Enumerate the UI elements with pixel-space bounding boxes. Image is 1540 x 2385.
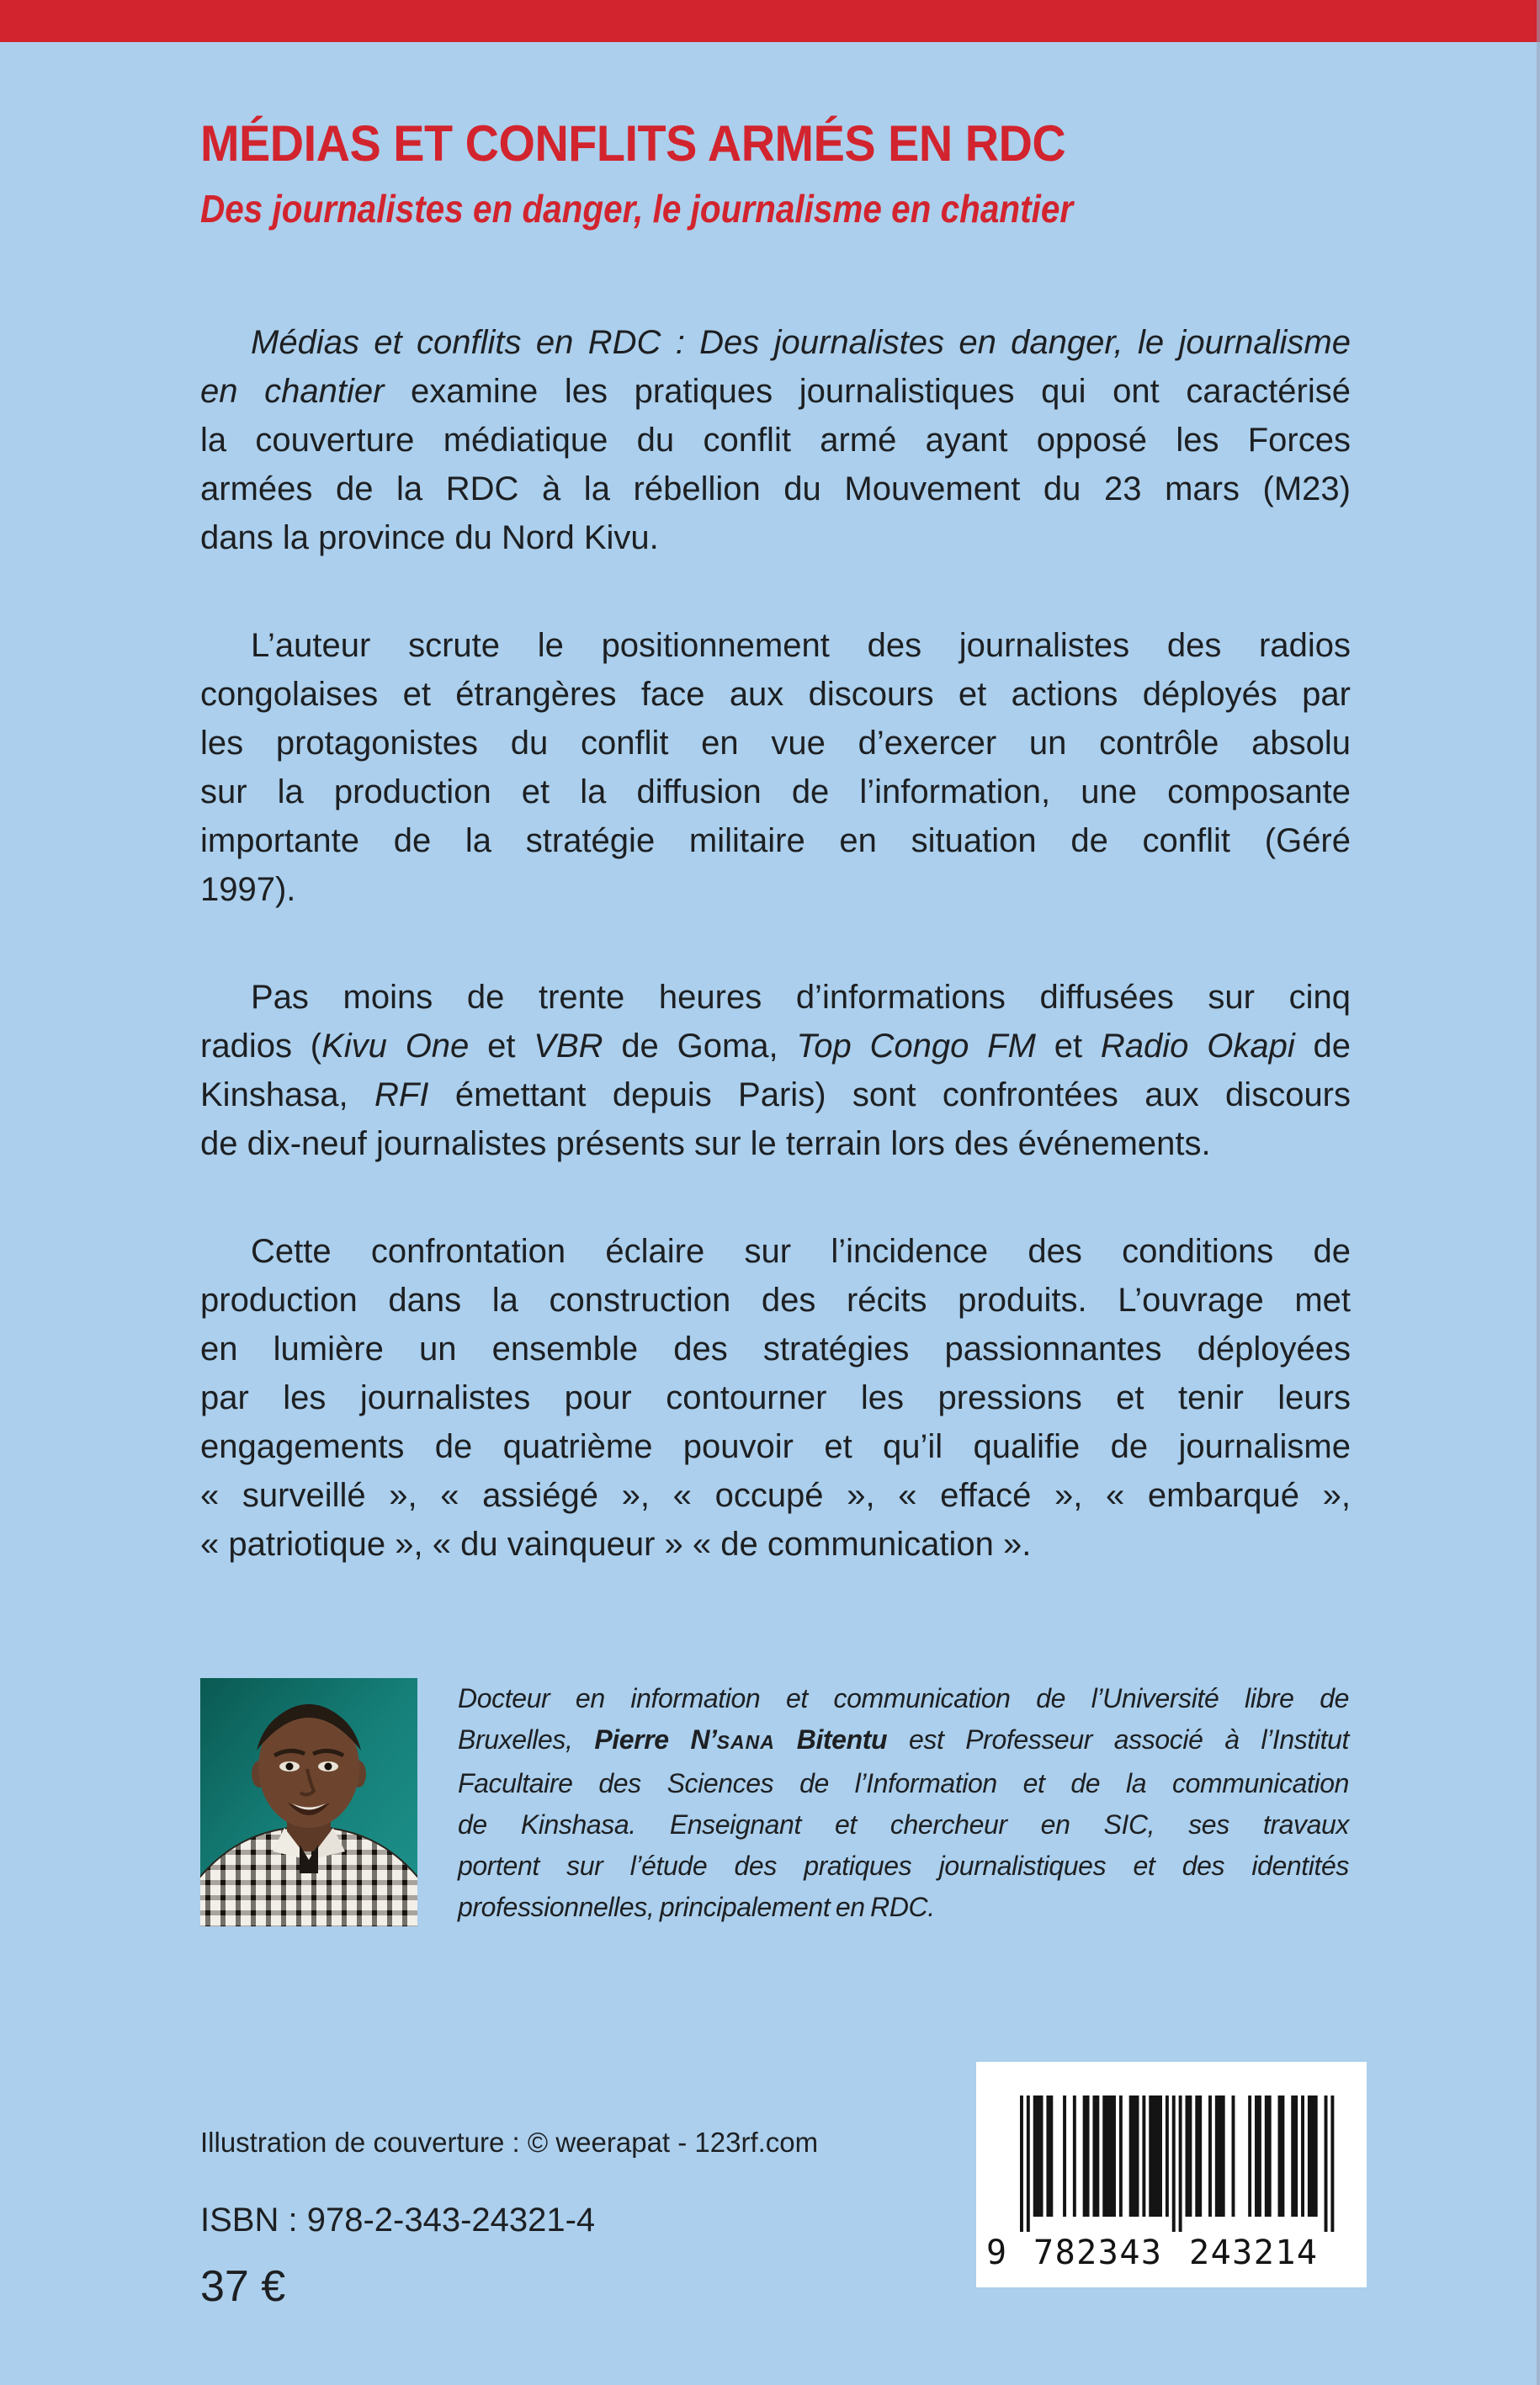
synopsis-paragraph-4	[200, 1227, 1351, 1569]
text-line: en chantier examine les pratiques journalistiques qui ont caractérisé	[200, 373, 1351, 410]
text-line: engagements de quatrième pouvoir et qu’il qualifie de journalisme	[200, 1428, 1351, 1465]
barcode	[976, 2062, 1367, 2287]
top-red-band	[0, 0, 1540, 42]
text-line: 1997).	[200, 871, 296, 908]
text-line: armées de la RDC à la rébellion du Mouvement du 23 mars (M23)	[200, 470, 1351, 507]
text-line: dans la province du Nord Kivu.	[200, 519, 659, 556]
text-line: la couverture médiatique du conflit armé ayant opposé les Forces	[200, 422, 1351, 459]
cover-illustration-credit: Illustration de couverture : © weerapat - 123rf.com	[200, 2127, 819, 2158]
text-line: professionnelles, principalement en RDC.	[458, 1892, 935, 1922]
text-line: Bruxelles, Pierre N’SANA Bitentu est Professeur associé à l’Institut	[458, 1724, 1349, 1755]
text-line: Kinshasa, RFI émettant depuis Paris) sont confrontées aux discours	[200, 1076, 1351, 1113]
text-line: Docteur en information et communication de l’Université libre de	[458, 1683, 1349, 1713]
cover-content	[200, 42, 1351, 2312]
text-line: « patriotique », « du vainqueur » « de communication ».	[200, 1526, 1032, 1563]
text-line: Facultaire des Sciences de l’Information et de la communication	[458, 1768, 1349, 1798]
text-line: radios (Kivu One et VBR de Goma, Top Congo FM et Radio Okapi de	[200, 1028, 1351, 1065]
text-line: sur la production et la diffusion de l’information, une composante	[200, 773, 1351, 810]
text-line: en lumière un ensemble des stratégies passionnantes déployées	[200, 1331, 1351, 1368]
text-line: de Kinshasa. Enseignant et chercheur en SIC, ses travaux	[458, 1809, 1349, 1840]
book-title: MÉDIAS ET CONFLITS ARMÉS EN RDC	[200, 115, 1066, 172]
scan-edge-line	[1537, 0, 1540, 2385]
text-line: importante de la stratégie militaire en situation de conflit (Géré	[200, 822, 1351, 859]
text-line: de dix-neuf journalistes présents sur le terrain lors des événements.	[200, 1125, 1211, 1162]
price: 37 €	[200, 2262, 286, 2311]
author-photo	[200, 1678, 417, 1926]
author-section	[200, 1678, 1351, 1928]
synopsis-paragraph-3	[200, 973, 1351, 1168]
text-line: L’auteur scrute le positionnement des journalistes des radios	[251, 627, 1351, 664]
barcode-digit-group-2: 782343	[1033, 2234, 1161, 2272]
author-bio	[458, 1678, 1349, 1928]
text-line: « surveillé », « assiégé », « occupé », « effacé », « embarqué »,	[200, 1477, 1351, 1514]
text-line: Pas moins de trente heures d’informations diffusées sur cinq	[251, 979, 1351, 1016]
barcode-digit-group-1: 9	[986, 2234, 1007, 2272]
text-line: les protagonistes du conflit en vue d’exercer un contrôle absolu	[200, 725, 1351, 762]
text-line: Médias et conflits en RDC : Des journalistes en danger, le journalisme	[251, 324, 1351, 361]
text-line: portent sur l’étude des pratiques journalistiques et des identités	[458, 1851, 1349, 1881]
synopsis-paragraph-2	[200, 621, 1351, 914]
barcode-bars	[1020, 2096, 1334, 2232]
barcode-image	[983, 2096, 1336, 2274]
synopsis	[200, 318, 1351, 1569]
barcode-digit-group-3: 243214	[1189, 2234, 1317, 2272]
isbn-number: ISBN : 978-2-343-24321-4	[200, 2202, 596, 2239]
synopsis-paragraph-1	[200, 318, 1351, 562]
text-line: Cette confrontation éclaire sur l’incidence des conditions de	[251, 1233, 1351, 1270]
book-subtitle: Des journalistes en danger, le journalisme en chantier	[200, 187, 1074, 231]
text-line: congolaises et étrangères face aux discours et actions déployés par	[200, 676, 1351, 713]
text-line: par les journalistes pour contourner les pressions et tenir leurs	[200, 1379, 1351, 1416]
text-line: production dans la construction des récits produits. L’ouvrage met	[200, 1282, 1351, 1319]
